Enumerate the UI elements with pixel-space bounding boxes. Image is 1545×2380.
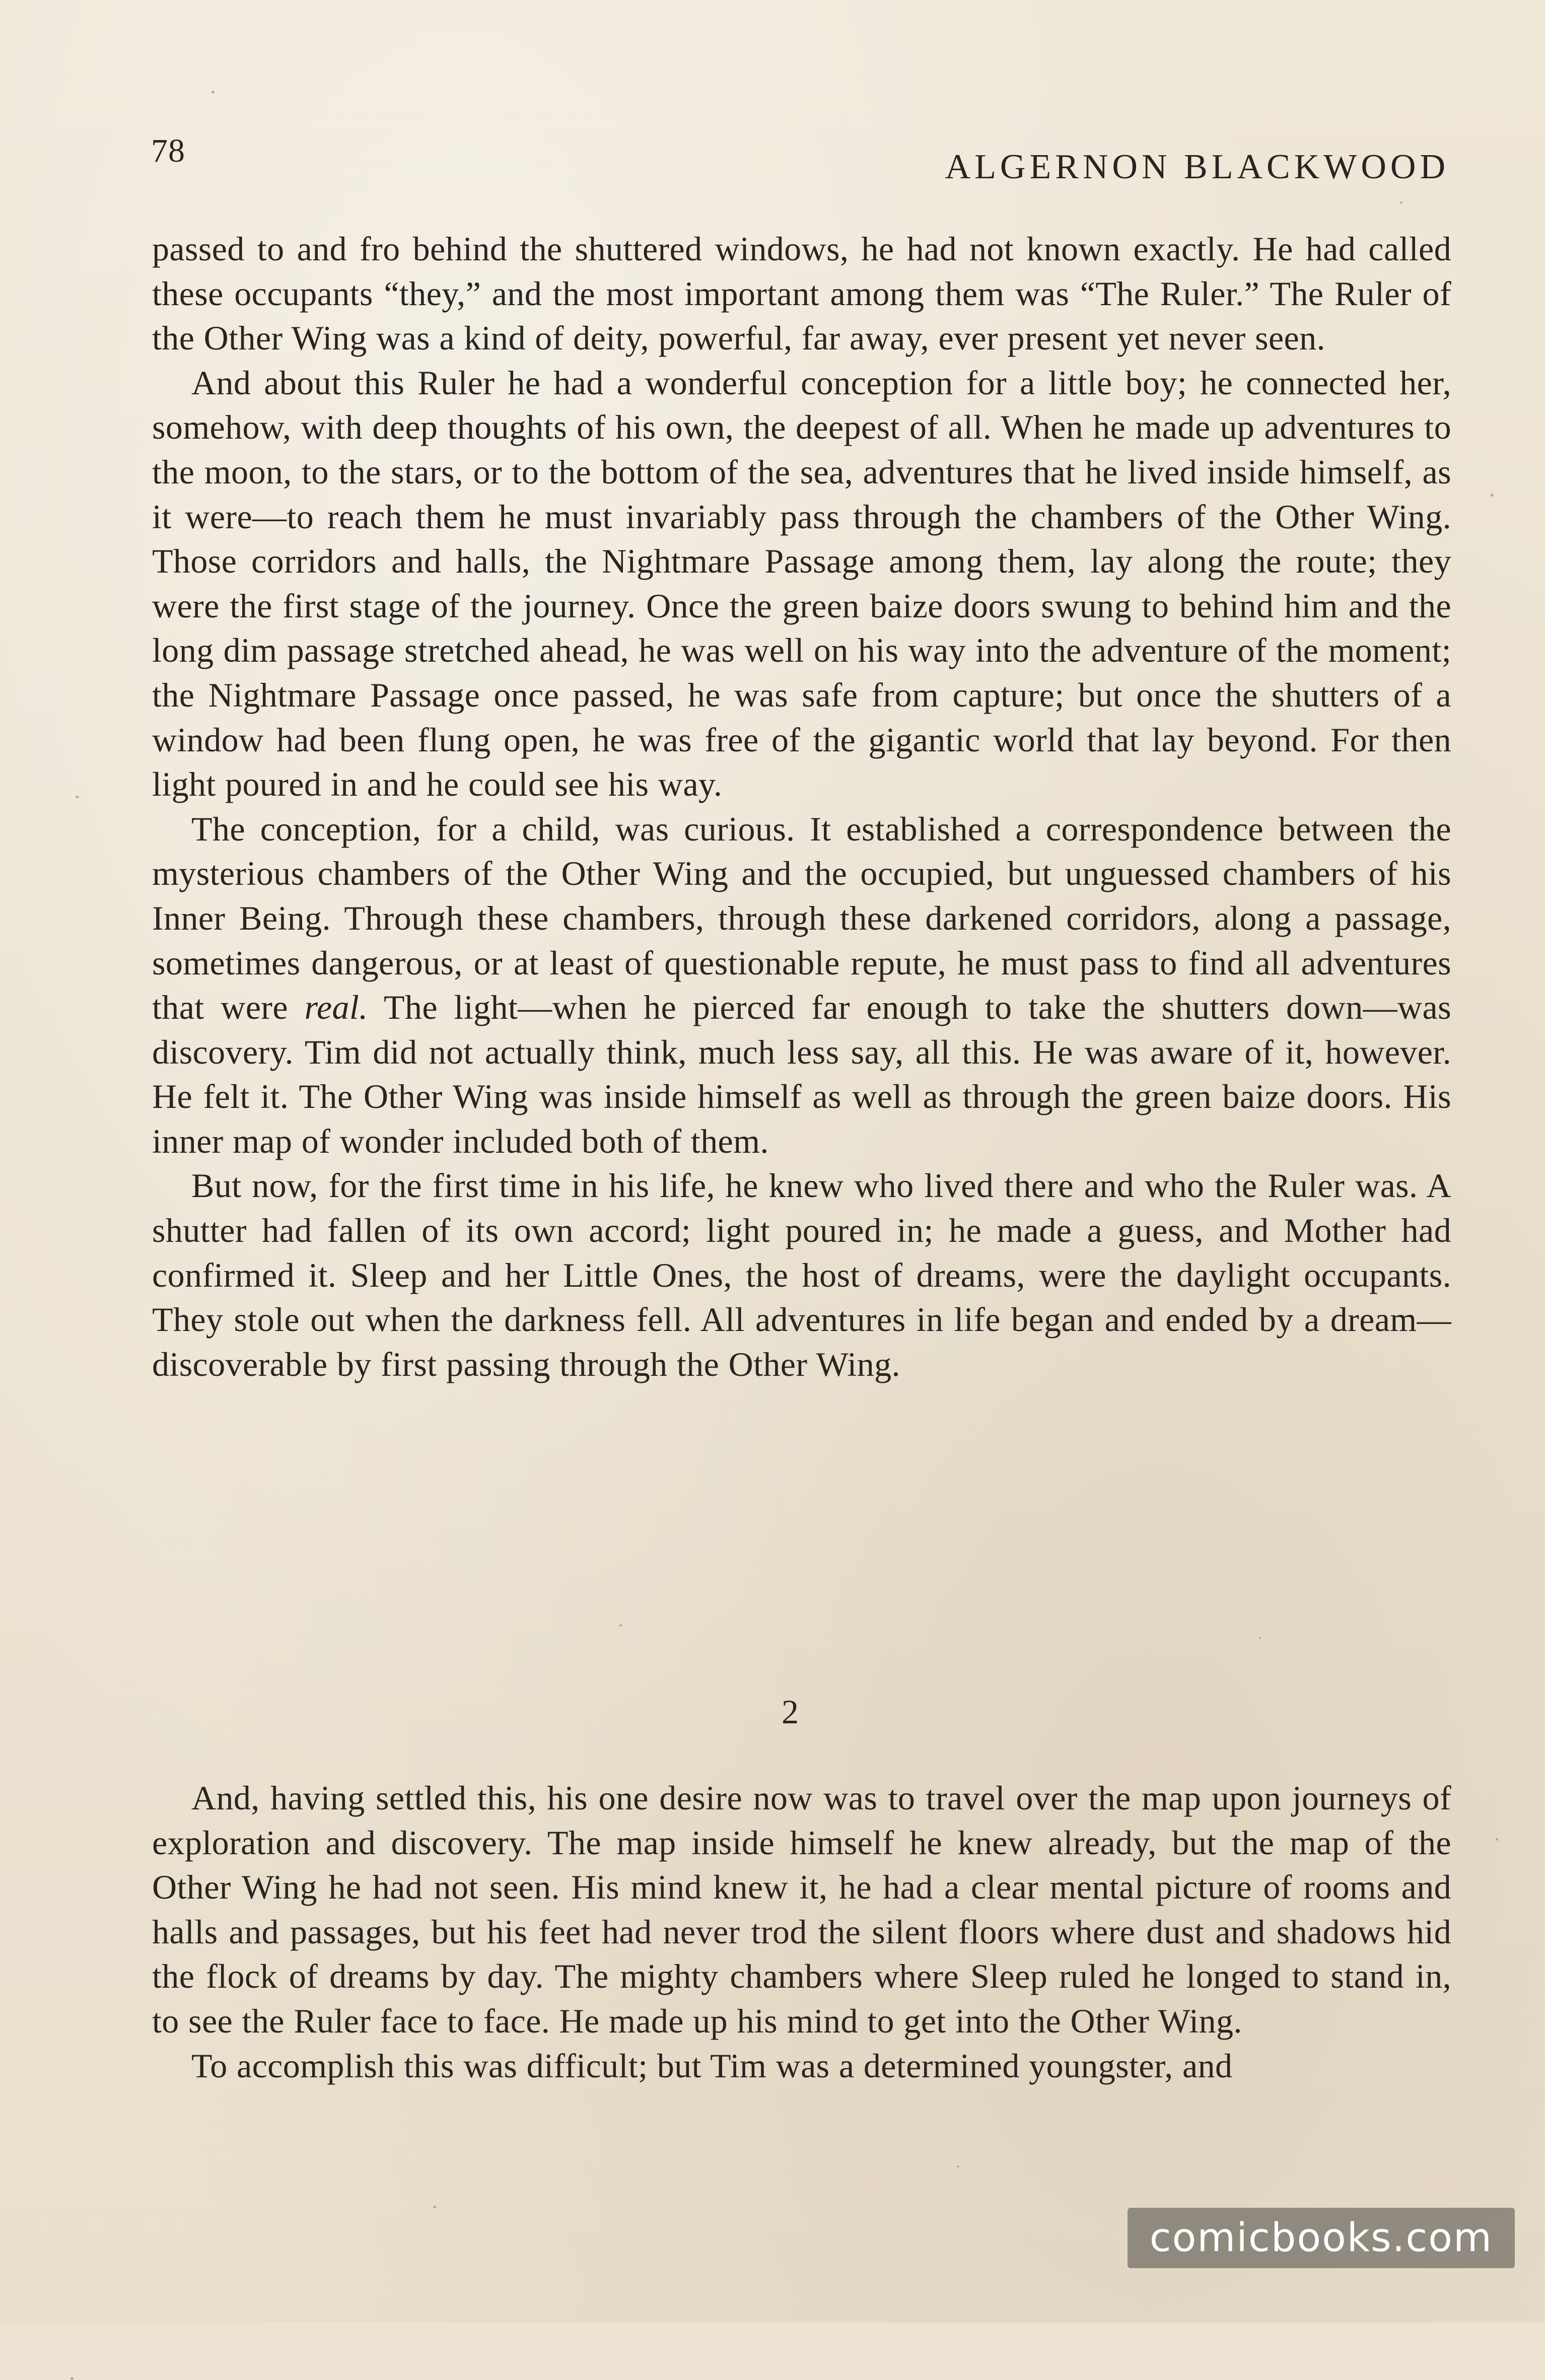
text-block-1 bbox=[152, 227, 1451, 1386]
text-block-2 bbox=[152, 1776, 1451, 2088]
paragraph: passed to and fro behind the shuttered windows, he had not known exactly. He had called these occupants “they,” and the most important among them was “The Ruler.” The Ruler of the Other Wing was a kind of deity, powerful, far away, ever present yet never seen. bbox=[152, 230, 1451, 358]
paragraph: And about this Ruler he had a wonderful conception for a little boy; he connected her, somehow, with deep thoughts of his own, the deepest of all. When he made up adventures to the moon, to the stars, or to the bottom of the sea, adventures that he lived inside himself, as it were—to reach them he must invariably pass through the chambers of the Other Wing. Those corridors and halls, the Nightmare Passage among them, lay along the route; they were the first stage of the journey. Once the green baize doors swung to behind him and the long dim passage stretched ahead, he was well on his way into the adventure of the moment; the Nightmare Passage once passed, he was safe from capture; but once the shutters of a window had been flung open, he was free of the gigantic world that lay beyond. For then light poured in and he could see his way. bbox=[152, 363, 1451, 804]
paper-speck bbox=[76, 796, 79, 798]
paper-speck bbox=[1400, 201, 1402, 204]
paper-speck bbox=[71, 2377, 74, 2380]
paper-speck bbox=[212, 91, 215, 94]
paper-speck bbox=[1491, 494, 1494, 497]
italic-word: real. bbox=[304, 988, 368, 1027]
paper-speck bbox=[619, 1624, 622, 1627]
paragraph: But now, for the first time in his life, he knew who lived there and who the Ruler was. A shutter had fallen of its own accord; light poured in; he made a guess, and Mother had confirmed it. Sleep and her Little Ones, the host of dreams, were the daylight occupants. They stole out when the darkness fell. All adventures in life began and ended by a dream—discoverable by first passing through the Other Wing. bbox=[152, 1166, 1451, 1383]
paper-speck bbox=[433, 2206, 436, 2208]
paragraph-text: The light—when he pierced far enough to take the shutters down—was discovery. Tim did not actually think, much less say, all this. He was aware of it, however. He felt it. The Other Wing was inside himself as well as through the green baize doors. His inner map of wonder included both of them. bbox=[152, 988, 1451, 1160]
paragraph-text: The conception, for a child, was curious. It established a correspondence between the mysterious chambers of the Other Wing and the occupied, but unguessed chambers of his Inner Being. Through these chambers, through these darkened corridors, along a passage, sometimes dangerous, or at least of questionable repute, he must pass to find all adventures that were bbox=[152, 809, 1451, 1027]
paragraph: And, having settled this, his one desire now was to travel over the map upon journeys of exploration and discovery. The map inside himself he knew already, but the map of the Other Wing he had not seen. His mind knew it, he had a clear mental picture of rooms and halls and passages, but his feet had never trod the silent floors where dust and shadows hid the flock of dreams by day. The mighty chambers where Sleep ruled he longed to stand in, to see the Ruler face to face. He made up his mind to get into the Other Wing. bbox=[152, 1779, 1451, 2040]
paper-speck bbox=[1496, 1838, 1498, 1841]
site-watermark: comicbooks.com bbox=[1128, 2208, 1515, 2268]
paragraph bbox=[152, 807, 1451, 1164]
section-number: 2 bbox=[782, 1693, 799, 1731]
paper-speck bbox=[957, 2165, 959, 2167]
running-head: ALGERNON BLACKWOOD bbox=[945, 148, 1449, 186]
paper-speck bbox=[1259, 1637, 1261, 1639]
page-number: 78 bbox=[151, 132, 185, 169]
paragraph: To accomplish this was difficult; but Tim was a determined youngster, and bbox=[191, 2046, 1233, 2085]
